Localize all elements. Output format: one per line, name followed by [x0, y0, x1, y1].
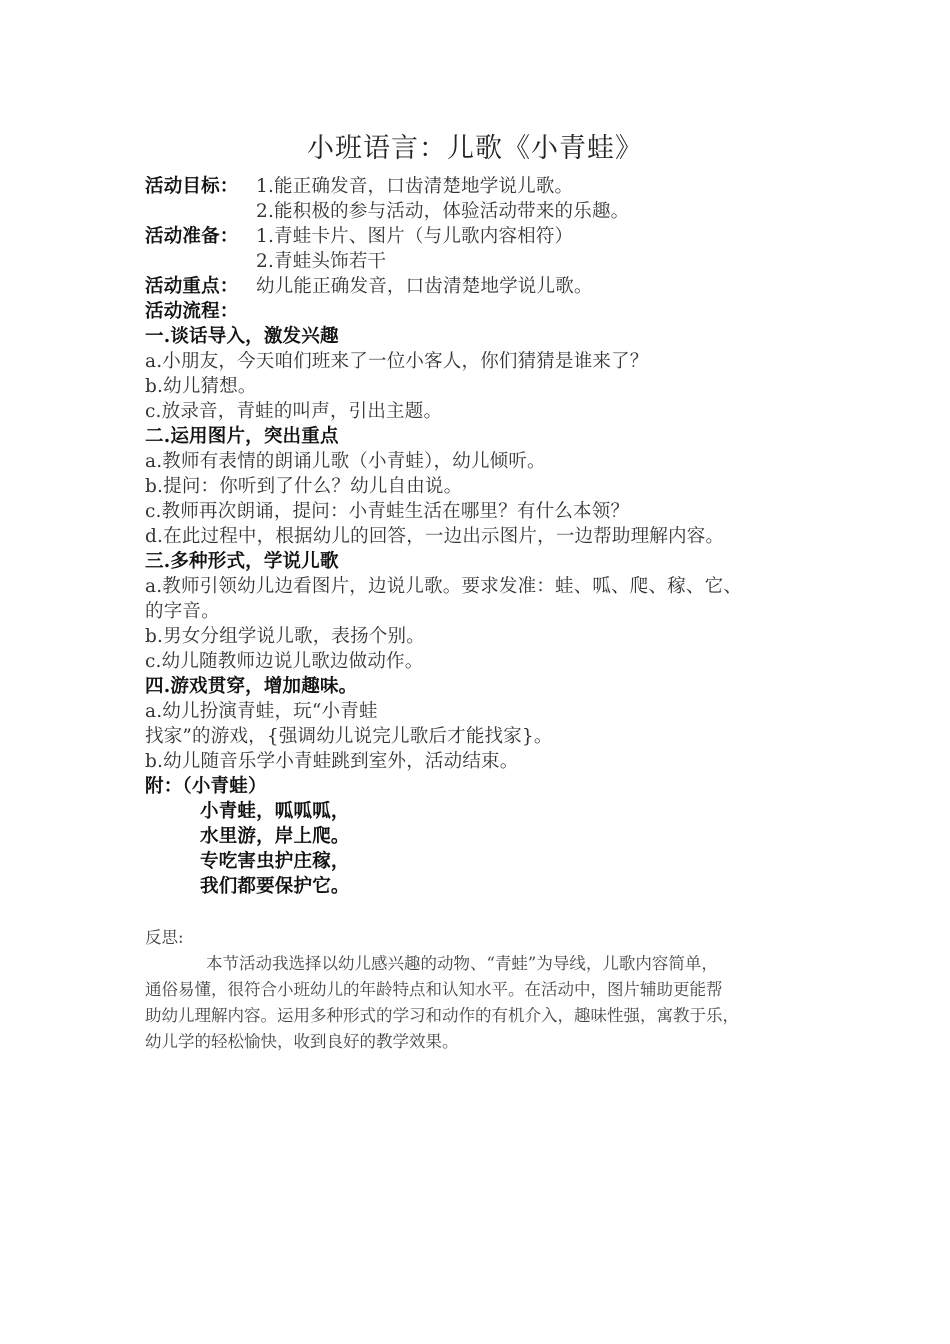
poem-line-4: 我们都要保护它。 [200, 876, 350, 897]
section-2-item-d: d.在此过程中，根据幼儿的回答，一边出示图片，一边帮助理解内容。 [145, 526, 725, 547]
focus-label: 活动重点： [145, 276, 239, 297]
section-heading-3: 三.多种形式，学说儿歌 [145, 551, 339, 572]
section-heading-2: 二.运用图片，突出重点 [145, 426, 339, 447]
section-3-item-a: a.教师引领幼儿边看图片，边说儿歌。要求发准：蛙、呱、爬、稼、它、 [145, 576, 743, 597]
section-4-item-b: b.幼儿随音乐学小青蛙跳到室外，活动结束。 [145, 751, 519, 772]
reflection-line-2: 通俗易懂，很符合小班幼儿的年龄特点和认知水平。在活动中，图片辅助更能帮 [145, 980, 723, 999]
prep-item-1: 1.青蛙卡片、图片（与儿歌内容相符） [256, 226, 574, 247]
section-4-item-a-cont: 找家”的游戏，{强调幼儿说完儿歌后才能找家}。 [145, 726, 553, 747]
poem-line-1: 小青蛙，呱呱呱， [200, 801, 350, 822]
section-3-item-a-cont: 的字音。 [145, 601, 220, 622]
appendix-label: 附：（小青蛙） [145, 776, 267, 797]
goal-item-2: 2.能积极的参与活动，体验活动带来的乐趣。 [256, 201, 630, 222]
reflection-label: 反思: [145, 928, 184, 947]
section-1-item-b: b.幼儿猜想。 [145, 376, 257, 397]
reflection-line-3: 助幼儿理解内容。运用多种形式的学习和动作的有机介入，趣味性强，寓教于乐， [145, 1006, 739, 1025]
section-heading-4: 四.游戏贯穿，增加趣味。 [145, 676, 358, 697]
reflection-line-1: 本节活动我选择以幼儿感兴趣的动物、“青蛙”为导线，儿歌内容简单， [206, 954, 718, 973]
section-2-item-a: a.教师有表情的朗诵儿歌（小青蛙），幼儿倾听。 [145, 451, 546, 472]
section-heading-1: 一.谈话导入，激发兴趣 [145, 326, 339, 347]
flow-label: 活动流程： [145, 301, 239, 322]
section-2-item-c: c.教师再次朗诵，提问：小青蛙生活在哪里？有什么本领？ [145, 501, 630, 522]
poem-line-2: 水里游，岸上爬。 [200, 826, 350, 847]
section-4-item-a: a.幼儿扮演青蛙，玩“小青蛙 [145, 701, 378, 722]
section-1-item-c: c.放录音，青蛙的叫声，引出主题。 [145, 401, 443, 422]
page-title: 小班语言：儿歌《小青蛙》 [307, 133, 643, 164]
focus-text: 幼儿能正确发音，口齿清楚地学说儿歌。 [256, 276, 593, 297]
reflection-line-4: 幼儿学的轻松愉快，收到良好的教学效果。 [145, 1032, 459, 1051]
section-3-item-b: b.男女分组学说儿歌，表扬个别。 [145, 626, 425, 647]
poem-line-3: 专吃害虫护庄稼， [200, 851, 350, 872]
section-1-item-a: a.小朋友，今天咱们班来了一位小客人，你们猜猜是谁来了？ [145, 351, 649, 372]
section-2-item-b: b.提问：你听到了什么？幼儿自由说。 [145, 476, 463, 497]
section-3-item-c: c.幼儿随教师边说儿歌边做动作。 [145, 651, 424, 672]
goals-label: 活动目标： [145, 176, 239, 197]
prep-item-2: 2.青蛙头饰若干 [256, 251, 387, 272]
prep-label: 活动准备： [145, 226, 239, 247]
goal-item-1: 1.能正确发音，口齿清楚地学说儿歌。 [256, 176, 574, 197]
